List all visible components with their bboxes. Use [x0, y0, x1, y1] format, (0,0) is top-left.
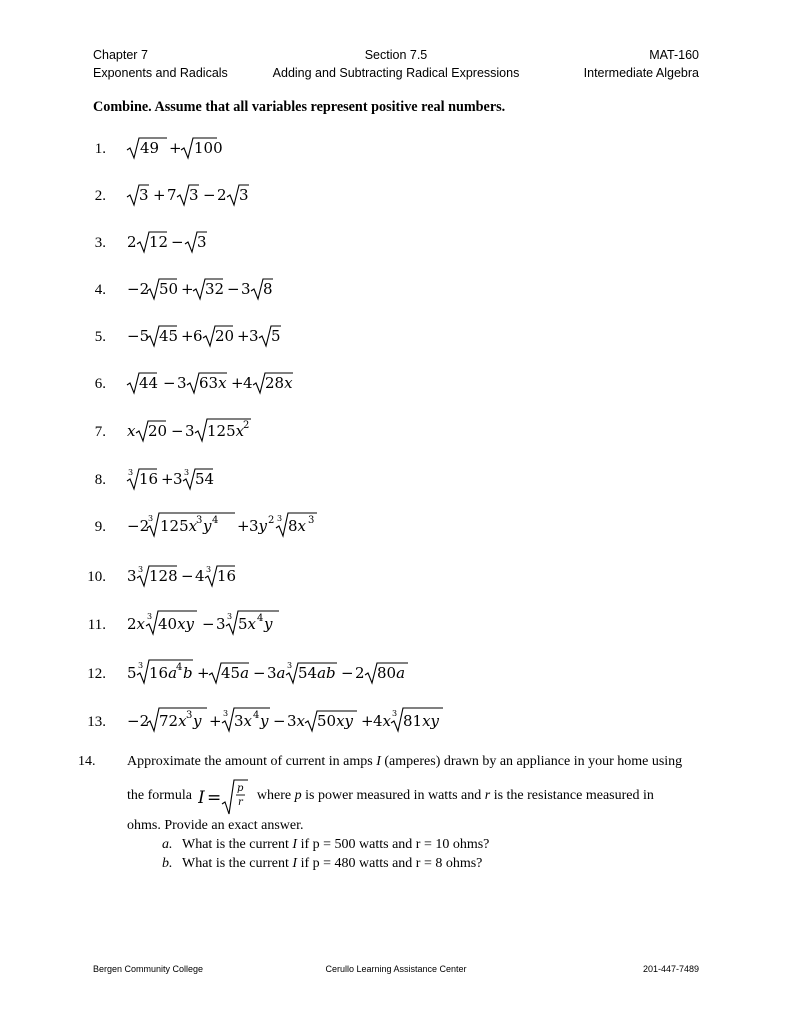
svg-text:3: 3 — [139, 186, 149, 204]
svg-text:3: 3 — [206, 565, 212, 574]
svg-text:3: 3 — [189, 186, 199, 204]
svg-text:+: + — [181, 327, 194, 345]
problem-number: 6. — [94, 376, 106, 392]
svg-text:49: 49 — [140, 139, 160, 157]
problem-number: 14. — [78, 754, 96, 769]
problem-13 — [0, 706, 791, 734]
problem-4 — [0, 274, 791, 302]
svg-text:4x: 4x — [373, 712, 392, 730]
svg-text:y: y — [260, 712, 269, 730]
svg-text:3a: 3a — [267, 664, 286, 682]
svg-text:3: 3 — [177, 374, 187, 392]
svg-text:4: 4 — [257, 613, 264, 624]
svg-text:I: I — [198, 788, 205, 808]
problem-12 — [0, 658, 791, 686]
svg-text:−2: −2 — [127, 517, 150, 535]
text: What is the current — [182, 837, 293, 852]
problem-number: 3. — [94, 235, 106, 251]
part-label: b. — [162, 856, 173, 871]
svg-text:54: 54 — [195, 470, 215, 488]
problem-number: 7. — [94, 424, 106, 440]
svg-text:−: − — [171, 422, 184, 440]
problem-8 — [0, 464, 791, 492]
text: is power measured in watts and — [301, 788, 485, 803]
text: the formula — [127, 788, 196, 803]
section-label: Section 7.5 — [364, 48, 428, 62]
svg-text:3: 3 — [227, 612, 233, 621]
part-label: a. — [162, 837, 173, 852]
header-right — [584, 46, 699, 82]
svg-text:3: 3 — [287, 661, 293, 670]
svg-text:3: 3 — [216, 615, 226, 633]
svg-text:3: 3 — [173, 470, 183, 488]
variable-p: p — [294, 788, 302, 803]
svg-text:−: − — [341, 664, 354, 682]
svg-text:x: x — [127, 422, 136, 440]
svg-text:−: − — [181, 567, 194, 585]
variable-i: I — [376, 754, 381, 769]
problem-number: 10. — [87, 569, 106, 585]
svg-text:3: 3 — [249, 327, 259, 345]
problem-2 — [0, 180, 791, 208]
svg-text:5: 5 — [271, 327, 281, 345]
svg-text:3: 3 — [138, 661, 144, 670]
problem-expression — [127, 227, 227, 255]
svg-text:20: 20 — [148, 422, 168, 440]
svg-text:128: 128 — [149, 567, 178, 585]
svg-text:63x: 63x — [199, 374, 227, 392]
current-formula — [198, 774, 248, 823]
svg-text:p: p — [237, 783, 244, 794]
text: (amperes) drawn by an appliance in your home using — [380, 754, 683, 769]
svg-text:16: 16 — [217, 567, 237, 585]
svg-text:40xy: 40xy — [158, 615, 195, 633]
svg-text:+: + — [209, 712, 222, 730]
svg-text:y: y — [264, 615, 273, 633]
problem-10 — [0, 561, 791, 589]
svg-text:50xy: 50xy — [317, 712, 354, 730]
svg-text:=: = — [207, 788, 222, 808]
svg-text:y: y — [203, 517, 212, 535]
svg-text:+: + — [231, 374, 244, 392]
svg-text:16a: 16a — [149, 664, 178, 682]
problem-11 — [0, 609, 791, 637]
problem-1 — [0, 133, 791, 161]
svg-text:2: 2 — [217, 186, 227, 204]
svg-text:−: − — [273, 712, 286, 730]
svg-text:−2: −2 — [127, 712, 150, 730]
svg-text:5x: 5x — [238, 615, 257, 633]
svg-text:3: 3 — [239, 186, 249, 204]
text: if p = 480 watts and r = 8 ohms? — [297, 856, 483, 871]
chapter-label: Chapter 7 — [93, 48, 148, 62]
svg-text:r: r — [238, 797, 243, 808]
svg-text:4: 4 — [176, 662, 183, 673]
svg-text:+: + — [361, 712, 374, 730]
svg-text:5: 5 — [127, 664, 137, 682]
svg-text:3y: 3y — [249, 517, 268, 535]
svg-text:3: 3 — [186, 710, 193, 721]
svg-text:4: 4 — [253, 710, 260, 721]
footer-college: Bergen Community College — [93, 964, 204, 974]
section-title: Adding and Subtracting Radical Expressions — [272, 66, 520, 80]
problem-expression — [127, 133, 247, 161]
problem-number: 9. — [94, 519, 106, 535]
svg-text:+: + — [153, 186, 166, 204]
chapter-title: Exponents and Radicals — [93, 66, 228, 80]
svg-text:−: − — [203, 186, 216, 204]
text: is the resistance measured in — [490, 788, 654, 803]
problem-expression — [127, 658, 427, 686]
svg-text:+: + — [181, 280, 194, 298]
svg-text:28x: 28x — [265, 374, 293, 392]
svg-text:−: − — [171, 233, 184, 251]
svg-text:44: 44 — [139, 374, 159, 392]
svg-text:4: 4 — [243, 374, 253, 392]
svg-text:+: + — [237, 517, 250, 535]
footer-center: Cerullo Learning Assistance Center — [325, 964, 467, 974]
svg-text:−2: −2 — [127, 280, 150, 298]
problem-number: 11. — [87, 617, 106, 633]
svg-text:3: 3 — [223, 709, 229, 718]
problem-number: 5. — [94, 329, 106, 345]
svg-text:+: + — [169, 139, 182, 157]
svg-text:y: y — [193, 712, 202, 730]
svg-text:100: 100 — [194, 139, 223, 157]
svg-text:3: 3 — [308, 515, 315, 526]
problem-expression — [127, 609, 297, 637]
problem-expression — [127, 180, 287, 208]
problem-5 — [0, 321, 791, 349]
text: where — [253, 788, 295, 803]
course-code: MAT-160 — [649, 48, 699, 62]
svg-text:125x: 125x — [160, 517, 198, 535]
svg-text:8x: 8x — [288, 517, 307, 535]
svg-text:3: 3 — [147, 612, 153, 621]
svg-text:20: 20 — [215, 327, 235, 345]
problem-expression — [127, 561, 257, 589]
problem-number: 12. — [87, 666, 106, 682]
problem-expression — [127, 274, 297, 302]
svg-text:50: 50 — [159, 280, 179, 298]
problem-expression — [127, 706, 467, 734]
problem-expression — [127, 321, 307, 349]
part-b — [162, 856, 482, 872]
svg-text:45a: 45a — [221, 664, 250, 682]
svg-text:3x: 3x — [234, 712, 253, 730]
footer-phone: 201-447-7489 — [642, 964, 699, 974]
problem-number: 1. — [94, 141, 106, 157]
svg-text:3: 3 — [392, 709, 398, 718]
variable-i: I — [292, 837, 298, 852]
problem-14-line-3: ohms. Provide an exact answer. — [127, 818, 304, 833]
problem-7 — [0, 416, 791, 444]
svg-text:2: 2 — [243, 420, 250, 431]
svg-text:4: 4 — [195, 567, 205, 585]
problem-number: 2. — [94, 188, 106, 204]
svg-text:7: 7 — [167, 186, 177, 204]
svg-text:3: 3 — [127, 567, 137, 585]
svg-text:+: + — [197, 664, 210, 682]
svg-text:−: − — [227, 280, 240, 298]
svg-text:16: 16 — [139, 470, 159, 488]
svg-text:3: 3 — [148, 514, 154, 523]
svg-text:+: + — [237, 327, 250, 345]
svg-text:3: 3 — [138, 565, 144, 574]
svg-text:−: − — [163, 374, 176, 392]
svg-text:3x: 3x — [287, 712, 306, 730]
svg-text:2: 2 — [127, 233, 137, 251]
text: Approximate the amount of current in amps — [127, 754, 377, 769]
problem-6 — [0, 368, 791, 396]
problem-expression — [127, 464, 237, 492]
course-title: Intermediate Algebra — [583, 66, 699, 80]
svg-text:4: 4 — [212, 515, 219, 526]
svg-text:54ab: 54ab — [298, 664, 336, 682]
svg-text:6: 6 — [193, 327, 203, 345]
svg-text:2: 2 — [268, 515, 275, 526]
svg-text:72x: 72x — [159, 712, 187, 730]
svg-text:45: 45 — [159, 327, 179, 345]
svg-text:80a: 80a — [377, 664, 406, 682]
svg-text:3: 3 — [197, 233, 207, 251]
svg-text:3: 3 — [185, 422, 195, 440]
svg-text:+: + — [161, 470, 174, 488]
svg-text:−: − — [202, 615, 215, 633]
svg-text:2: 2 — [355, 664, 365, 682]
problem-expression — [127, 416, 297, 444]
problem-3 — [0, 227, 791, 255]
svg-text:b: b — [183, 664, 193, 682]
svg-text:3: 3 — [128, 468, 134, 477]
instructions: Combine. Assume that all variables represent positive real numbers. — [93, 99, 506, 115]
svg-text:−: − — [253, 664, 266, 682]
problem-number: 13. — [87, 714, 106, 730]
svg-text:3: 3 — [241, 280, 251, 298]
svg-text:12: 12 — [149, 233, 169, 251]
svg-text:125x: 125x — [207, 422, 245, 440]
svg-text:3: 3 — [184, 468, 190, 477]
problem-number: 8. — [94, 472, 106, 488]
problem-expression — [127, 368, 317, 396]
svg-text:3: 3 — [196, 515, 203, 526]
problem-14-line-1 — [127, 754, 682, 770]
svg-text:2x: 2x — [127, 615, 146, 633]
svg-text:81xy: 81xy — [403, 712, 440, 730]
problem-expression — [127, 511, 357, 539]
svg-text:8: 8 — [263, 280, 273, 298]
text: What is the current — [182, 856, 293, 871]
svg-text:−5: −5 — [127, 327, 150, 345]
text: if p = 500 watts and r = 10 ohms? — [297, 837, 490, 852]
problem-9 — [0, 511, 791, 539]
problem-number: 4. — [94, 282, 106, 298]
variable-i: I — [292, 856, 298, 871]
part-a — [162, 837, 489, 853]
svg-text:32: 32 — [205, 280, 225, 298]
variable-r: r — [484, 788, 491, 803]
svg-text:3: 3 — [277, 514, 283, 523]
